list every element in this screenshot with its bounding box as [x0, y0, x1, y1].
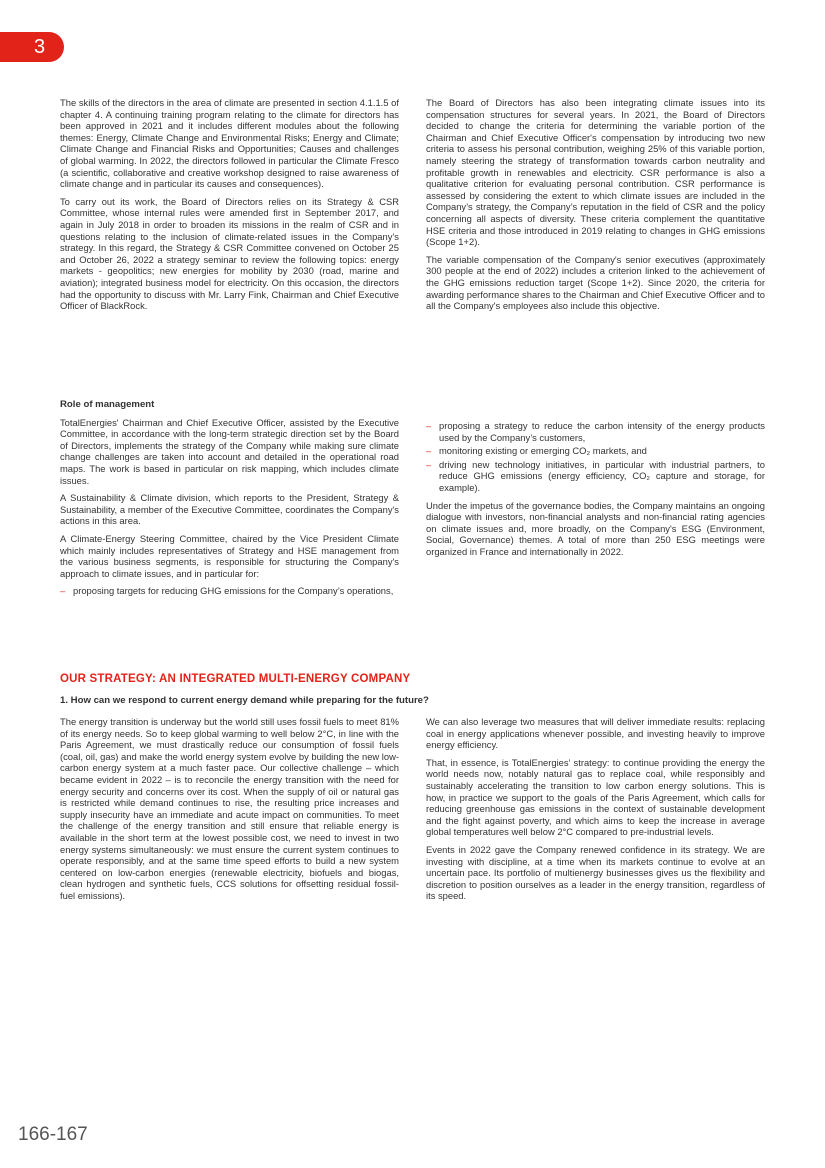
dash-bullet-icon: – — [426, 420, 432, 431]
dash-bullet-icon: – — [426, 458, 432, 470]
paragraph: The Board of Directors has also been integrating climate issues into its compensation structures for several years. In 2021, the Board of Directors decided to change the criteria for determining the variable portion of the Chairman and Chief Executive Officer's compensation by introducing two new criteria to assess his personal contribution, weighing 25% of this variable portion, namely steering the strategy of transformation towards carbon neutrality and profitable growth in renewables and electricity. CSR performance is also a qualitative criterion for evaluating personal contribution. CSR performance is assessed by considering the extent to which climate issues are included in the Company’s strategy, the Company’s reputation in the field of CSR and the policy concerning all aspects of diversity. These criteria complement the quantitative HSE criteria and those introduced in 2019 relating to changes in GHG emissions (Scope 1+2). — [426, 97, 765, 248]
paragraph: The energy transition is underway but the world still uses fossil fuels to meet 81% of its energy needs. So to keep global warming to well below 2°C, in line with the Paris Agreement, we must drastically reduce our consumption of fossil fuels (coal, oil, gas) and make the world energy system evolve by building the new low-carbon energy system at a much faster pace. Our collective challenge – which became evident in 2022 – is to reconcile the energy transition with the need for energy security and concerns over its cost. When the supply of oil or natural gas is restricted while demand continues to rise, the resulting price increases and supply insecurity have an immediate and acute impact on communities. To meet the challenge of the energy transition and still ensure that reliable energy is available in the short term at the lowest possible cost, we need to invest in two energy systems simultaneously: we must ensure the current system continues to operate responsibly, and at the same time speed efforts to build a new system centered on low-carbon energies (renewable electricity, biofuels and biogas, clean hydrogen and synthetic fuels, CCS solutions for offsetting residual fossil-fuel emissions). — [60, 716, 399, 901]
list-item: – monitoring existing or emerging CO₂ markets, and — [426, 445, 647, 457]
strategy-left-column — [60, 716, 399, 908]
section-title: OUR STRATEGY: AN INTEGRATED MULTI-ENERGY COMPANY — [60, 673, 411, 685]
management-right-column — [426, 420, 765, 564]
dash-bullet-icon: – — [426, 445, 432, 457]
bullet-list — [60, 585, 399, 597]
section-heading: Role of management — [60, 399, 155, 410]
paragraph: To carry out its work, the Board of Directors relies on its Strategy & CSR Committee, whose internal rules were amended first in September 2017, and again in July 2018 in order to broaden its missions in the realm of CSR and in questions relating to the inclusion of climate-related issues in the Company’s strategy. In this regard, the Strategy & CSR Committee convened on October 25 and October 26, 2022 a strategy seminar to review the following topics: energy markets - geopolitics; new energies for mobility by 2030 (road, marine and aviation); integrated business model for electricity. On this occasion, the directors had the opportunity to discuss with Mr. Larry Fink, Chairman and Chief Executive Officer of BlackRock. — [60, 195, 399, 312]
strategy-right-column — [426, 716, 765, 908]
paragraph: The skills of the directors in the area of climate are presented in section 4.1.1.5 of chapter 4. A continuing training program relating to the climate for directors has been approved in 2021 and it includes different modules about the following themes: Energy, Climate Change and Environmental Risks; Energy and Climate; Climate Change and Financial Risks and Opportunities; Causes and challenges of global warming. In 2022, the directors followed in particular the Climate Fresco (a scientific, collaborative and creative workshop designed to raise awareness of climate change and in particular its causes and consequences). — [60, 97, 399, 190]
governance-left-column — [60, 97, 399, 318]
page-number: 166-167 — [18, 1124, 88, 1145]
list-item: – proposing targets for reducing GHG emissions for the Company’s operations, — [60, 585, 394, 597]
paragraph: TotalEnergies' Chairman and Chief Executive Officer, assisted by the Executive Committee, in accordance with the long-term strategic direction set by the Board of Directors, implements the strategy of the Company while making sure climate change challenges are taken into account and detailed in the operational road maps. The work is based in particular on risk mapping, which includes climate issues. — [60, 416, 399, 486]
paragraph: The variable compensation of the Company's senior executives (approximately 300 people at the end of 2022) includes a criterion linked to the achievement of the GHG emissions reduction target (Scope 1+2). Since 2020, the criteria for awarding performance shares to the Chairman and Chief Executive Officer and to all the Company's employees also include this objective. — [426, 253, 765, 312]
paragraph: A Climate-Energy Steering Committee, chaired by the Vice President Climate which mainly includes representatives of Strategy and HSE management from the various business segments, is responsible for structuring the Company's approach to climate issues, and in particular for: — [60, 532, 399, 579]
paragraph: Events in 2022 gave the Company renewed confidence in its strategy. We are investing with discipline, at a time when its markets continue to evolve at an uncertain pace. Its portfolio of multienergy businesses gives us the flexibility and discretion to position ourselves as a leader in the energy transition, regardless of its speed. — [426, 843, 765, 902]
bullet-list — [426, 420, 765, 494]
paragraph: That, in essence, is TotalEnergies’ strategy: to continue providing the energy the world needs now, notably natural gas to replace coal, while responsibly and sustainably accelerating the transition to low carbon energy solutions. This is how, in practice we support to the goals of the Paris Agreement, which calls for reducing greenhouse gas emissions in the context of sustainable development and the fight against poverty, and which aims to keep the increase in average global temperatures well below 2°C compared to pre-industrial levels. — [426, 756, 765, 838]
governance-right-column — [426, 97, 765, 318]
chapter-tab — [0, 32, 64, 62]
paragraph: A Sustainability & Climate division, which reports to the President, Strategy & Sustainability, a member of the Executive Committee, coordinates the Company's actions in this area. — [60, 492, 399, 527]
chapter-number: 3 — [34, 36, 46, 58]
paragraph: Under the impetus of the governance bodies, the Company maintains an ongoing dialogue with investors, non-financial analysts and non-financial rating agencies on climate issues and, more broadly, on the Company's ESG (Environment, Social, Governance) themes. A total of more than 250 ESG meetings were organized in France and internationally in 2022. — [426, 499, 765, 557]
paragraph: We can also leverage two measures that will deliver immediate results: replacing coal in energy applications whenever possible, and investing heavily to improve energy efficiency. — [426, 716, 765, 751]
question-heading: 1. How can we respond to current energy demand while preparing for the future? — [60, 695, 429, 706]
list-item: – driving new technology initiatives, in particular with industrial partners, to reduce GHG emissions (energy efficiency, CO₂ capture and storage, for example). — [426, 458, 765, 493]
list-item: – proposing a strategy to reduce the carbon intensity of the energy products used by the Company’s customers, — [426, 420, 765, 443]
dash-bullet-icon: – — [60, 585, 66, 597]
management-left-column — [60, 399, 399, 603]
